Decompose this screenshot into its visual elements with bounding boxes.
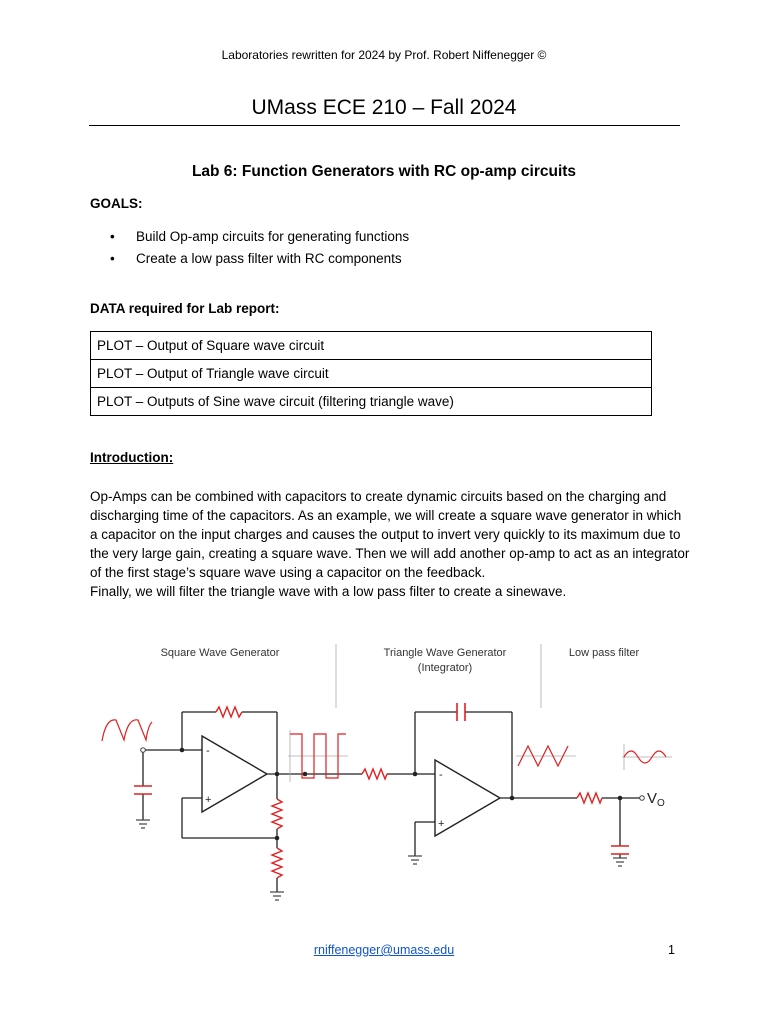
- goal-item: [110, 250, 409, 272]
- page-number: 1: [668, 943, 675, 957]
- table-row: [91, 388, 652, 416]
- opamp-integrator: [435, 760, 500, 836]
- triangle-wave-waveform: [516, 746, 576, 766]
- course-title: UMass ECE 210 – Fall 2024: [251, 96, 517, 119]
- timing-capacitor: [134, 786, 152, 794]
- goal-text: Create a low pass filter with RC components: [136, 250, 402, 266]
- ground-icon: [408, 856, 422, 864]
- ground-icon: [613, 858, 627, 866]
- introduction-paragraph: Finally, we will filter the triangle wave with a low pass filter to create a sinewave.: [90, 584, 567, 599]
- sine-wave-waveform: [622, 744, 672, 770]
- table-cell: PLOT – Output of Triangle wave circuit: [91, 360, 652, 388]
- data-required-table: [90, 331, 652, 416]
- opamp1-minus-label: -: [206, 745, 210, 757]
- divider-resistor-top: [272, 799, 282, 829]
- table-row: [91, 332, 652, 360]
- circuit-wires: [143, 712, 640, 892]
- opamp2-plus-label: +: [438, 818, 445, 830]
- goals-heading: GOALS:: [90, 196, 143, 211]
- output-voltage-label: V: [647, 790, 658, 807]
- introduction-paragraph: Op-Amps can be combined with capacitors to create dynamic circuits based on the charging and discharging time of the capacitors. As an example, we will create a square wave generator in which a capacitor on the input charges and causes the output to invert very quickly to its maximum due to the very large gain, creating a square wave. Then we will add another op-amp to act as an integrator of the first stage’s square wave using a capacitor on the feedback.: [90, 489, 690, 580]
- output-voltage-subscript: O: [657, 798, 665, 809]
- ground-icon: [136, 820, 150, 828]
- goals-list: [110, 228, 409, 271]
- capacitor-voltage-waveform: [102, 720, 152, 741]
- output-terminal: [640, 796, 645, 801]
- integrator-input-resistor: [362, 769, 387, 779]
- opamp1-plus-label: +: [205, 794, 212, 806]
- low-pass-resistor: [577, 793, 602, 803]
- input-terminal: [141, 748, 146, 753]
- opamp2-minus-label: -: [439, 769, 443, 781]
- integrator-capacitor: [457, 703, 465, 721]
- data-required-heading: DATA required for Lab report:: [90, 301, 280, 316]
- table-cell: PLOT – Output of Square wave circuit: [91, 332, 652, 360]
- introduction-text: [90, 487, 690, 601]
- page-header: Laboratories rewritten for 2024 by Prof. Robert Niffenegger ©: [221, 48, 547, 62]
- bullet-icon: •: [110, 250, 115, 266]
- goal-item: [110, 228, 409, 250]
- feedback-resistor: [216, 707, 242, 717]
- introduction-heading: Introduction:: [90, 450, 174, 465]
- bullet-icon: •: [110, 229, 115, 244]
- low-pass-capacitor: [611, 846, 629, 854]
- function-generator-circuit-diagram: [92, 636, 684, 906]
- triangle-wave-generator-label: Triangle Wave Generator: [383, 647, 507, 659]
- footer-email-link[interactable]: rniffenegger@umass.edu: [313, 943, 455, 957]
- ground-icon: [270, 892, 284, 900]
- goal-text: Build Op-amp circuits for generating functions: [136, 229, 410, 244]
- opamp-square-wave: [202, 736, 267, 812]
- divider-resistor-bottom: [272, 848, 282, 878]
- square-wave-generator-label: Square Wave Generator: [160, 647, 280, 659]
- low-pass-filter-label: Low pass filter: [568, 647, 640, 659]
- integrator-label: (Integrator): [417, 662, 473, 674]
- table-row: [91, 360, 652, 388]
- header-divider: [89, 125, 680, 126]
- table-cell: PLOT – Outputs of Sine wave circuit (filtering triangle wave): [91, 388, 652, 416]
- lab-title: Lab 6: Function Generators with RC op-amp circuits: [191, 163, 577, 180]
